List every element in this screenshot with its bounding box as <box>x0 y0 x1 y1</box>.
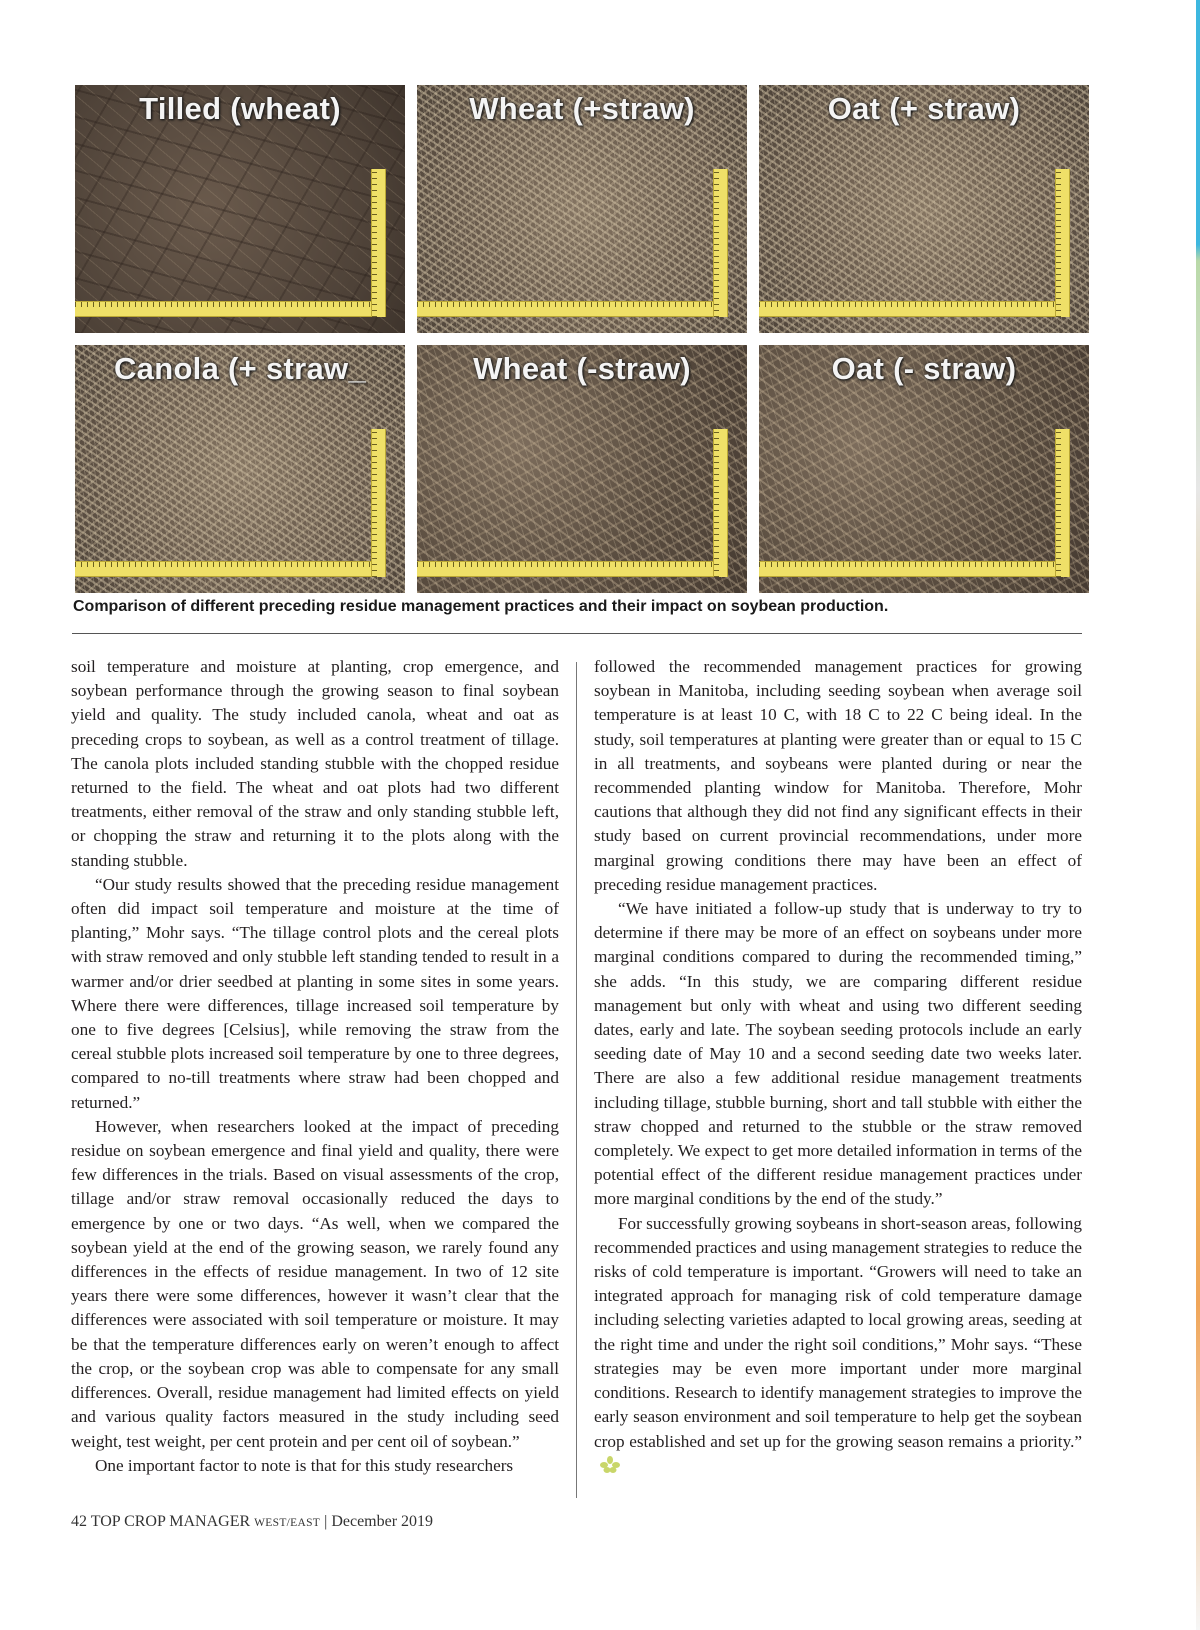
paragraph-final <box>594 1212 1082 1478</box>
photo-tilled-wheat <box>75 85 405 333</box>
photo-label: Oat (+ straw) <box>827 91 1021 126</box>
magazine-title: TOP CROP MANAGER <box>90 1513 251 1530</box>
photo-canola-plus-straw <box>75 345 405 593</box>
wheat-leaf-icon <box>600 1456 620 1474</box>
page-footer <box>71 1513 433 1531</box>
measuring-tape <box>759 561 1069 577</box>
photo-label: Tilled (wheat) <box>139 91 341 126</box>
measuring-tape <box>713 169 728 317</box>
caption-divider <box>72 633 1082 634</box>
article-column-right <box>594 655 1082 1478</box>
photo-label: Wheat (-straw) <box>473 351 691 386</box>
measuring-tape <box>371 169 386 317</box>
photo-label: Oat (- straw) <box>831 351 1017 386</box>
paragraph: “Our study results showed that the preceding residue management often did impact soil temperature and moisture at the time of planting,” Mohr says. “The tillage control plots and the cereal plots with straw removed and only stubble left standing tended to result in a warmer and/or drier seedbed at planting in some sites in some years. Where there were differences, tillage increased soil temperature by one to five degrees [Celsius], while removing the straw from the cereal stubble plots increased soil temperature by one to three degrees, compared to no-till treatments where straw had been chopped and returned.” <box>71 874 559 1112</box>
paragraph: followed the recommended management practices for growing soybean in Manitoba, including seeding soybean when average soil temperature is at least 10 C, with 18 C to 22 C being ideal. In the study, soil temperatures at planting were greater than or equal to 15 C in all treatments, and soybeans were planted during or near the recommended planting window for Manitoba. Therefore, Mohr cautions that although they did not find any significant effects in their study based on current provincial recommendations, under more marginal growing conditions there may have been an effect of preceding residue management practices. <box>594 657 1082 894</box>
paragraph: “We have initiated a follow-up study that is underway to try to determine if there may be more of an effect on soybeans under more marginal conditions compared to during the recommended timing,” she adds. “In this study, we are comparing different residue management but only with wheat and using two different seeding dates, early and late. The soybean seeding protocols include an early seeding date of May 10 and a second seeding date two weeks later. There are also a few additional residue management treatments including tillage, stubble burning, short and tall stubble with either the straw chopped and returned to the stubble or the straw removed completely. We expect to get more detailed information in terms of the potential effect of the different residue management practices under more marginal conditions by the end of the study.” <box>594 899 1082 1209</box>
photo-grid <box>75 85 1125 605</box>
photo-oat-minus-straw <box>759 345 1089 593</box>
paragraph-text: For successfully growing soybeans in short-season areas, following recommended practices and using management strategies to reduce the risks of cold temperature is important. “Growers will need to take an integrated approach for managing risk of cold temperature damage including selecting varieties adapted to local growing areas, seeding at the right time and under the right soil conditions,” Mohr says. “These strategies may be even more important under more marginal conditions. Research to identify management strategies to improve the early season environment and soil temperature to help get the soybean crop established and set up for the growing season remains a priority.” <box>594 1213 1082 1451</box>
measuring-tape <box>371 429 386 577</box>
figure-caption: Comparison of different preceding residue management practices and their impact on soybean production. <box>73 598 889 615</box>
magazine-edition: WEST/EAST <box>254 1517 321 1529</box>
paragraph: soil temperature and moisture at planting, crop emergence, and soybean performance through the growing season to final soybean yield and quality. The study included canola, wheat and oat as preceding crops to soybean, as well as a control treatment of tillage. The canola plots included standing stubble with the chopped residue returned to the field. The wheat and oat plots had two different treatments, either removal of the straw and only standing stubble left, or chopping the straw and returning it to the plots along with the standing stubble. <box>71 657 559 870</box>
article-column-left <box>71 655 559 1478</box>
photo-oat-plus-straw <box>759 85 1089 333</box>
photo-wheat-minus-straw <box>417 345 747 593</box>
photo-label: Wheat (+straw) <box>469 91 695 126</box>
photo-wheat-plus-straw <box>417 85 747 333</box>
measuring-tape <box>417 301 727 317</box>
paragraph: One important factor to note is that for this study researchers <box>95 1455 514 1475</box>
column-divider <box>576 662 577 1498</box>
photo-label: Canola (+ straw_ <box>113 351 367 386</box>
measuring-tape <box>417 561 727 577</box>
measuring-tape <box>1055 169 1070 317</box>
measuring-tape <box>75 301 385 317</box>
page-edge-color-strip <box>1196 0 1200 1630</box>
measuring-tape <box>759 301 1069 317</box>
measuring-tape <box>713 429 728 577</box>
issue-date: December 2019 <box>331 1513 434 1530</box>
footer-separator: | <box>324 1513 328 1530</box>
page-number: 42 <box>71 1513 87 1530</box>
paragraph: However, when researchers looked at the impact of preceding residue on soybean emergence and final yield and quality, there were few differences in the trials. Based on visual assessments of the crop, tillage and/or straw removal occasionally reduced the days to emergence by one or two days. “As well, when we compared the soybean yield at the end of the growing season, we rarely found any differences in the effects of residue management. In two of 12 site years there were some differences, however it wasn’t clear that the differences were associated with soil temperature or moisture. It may be that the temperature differences early on weren’t enough to affect the crop, or the soybean crop was able to compensate for any small differences. Overall, residue management had limited effects on yield and various quality factors measured in the study including seed weight, test weight, per cent protein and per cent oil of soybean.” <box>71 1116 559 1451</box>
measuring-tape <box>1055 429 1070 577</box>
measuring-tape <box>75 561 385 577</box>
